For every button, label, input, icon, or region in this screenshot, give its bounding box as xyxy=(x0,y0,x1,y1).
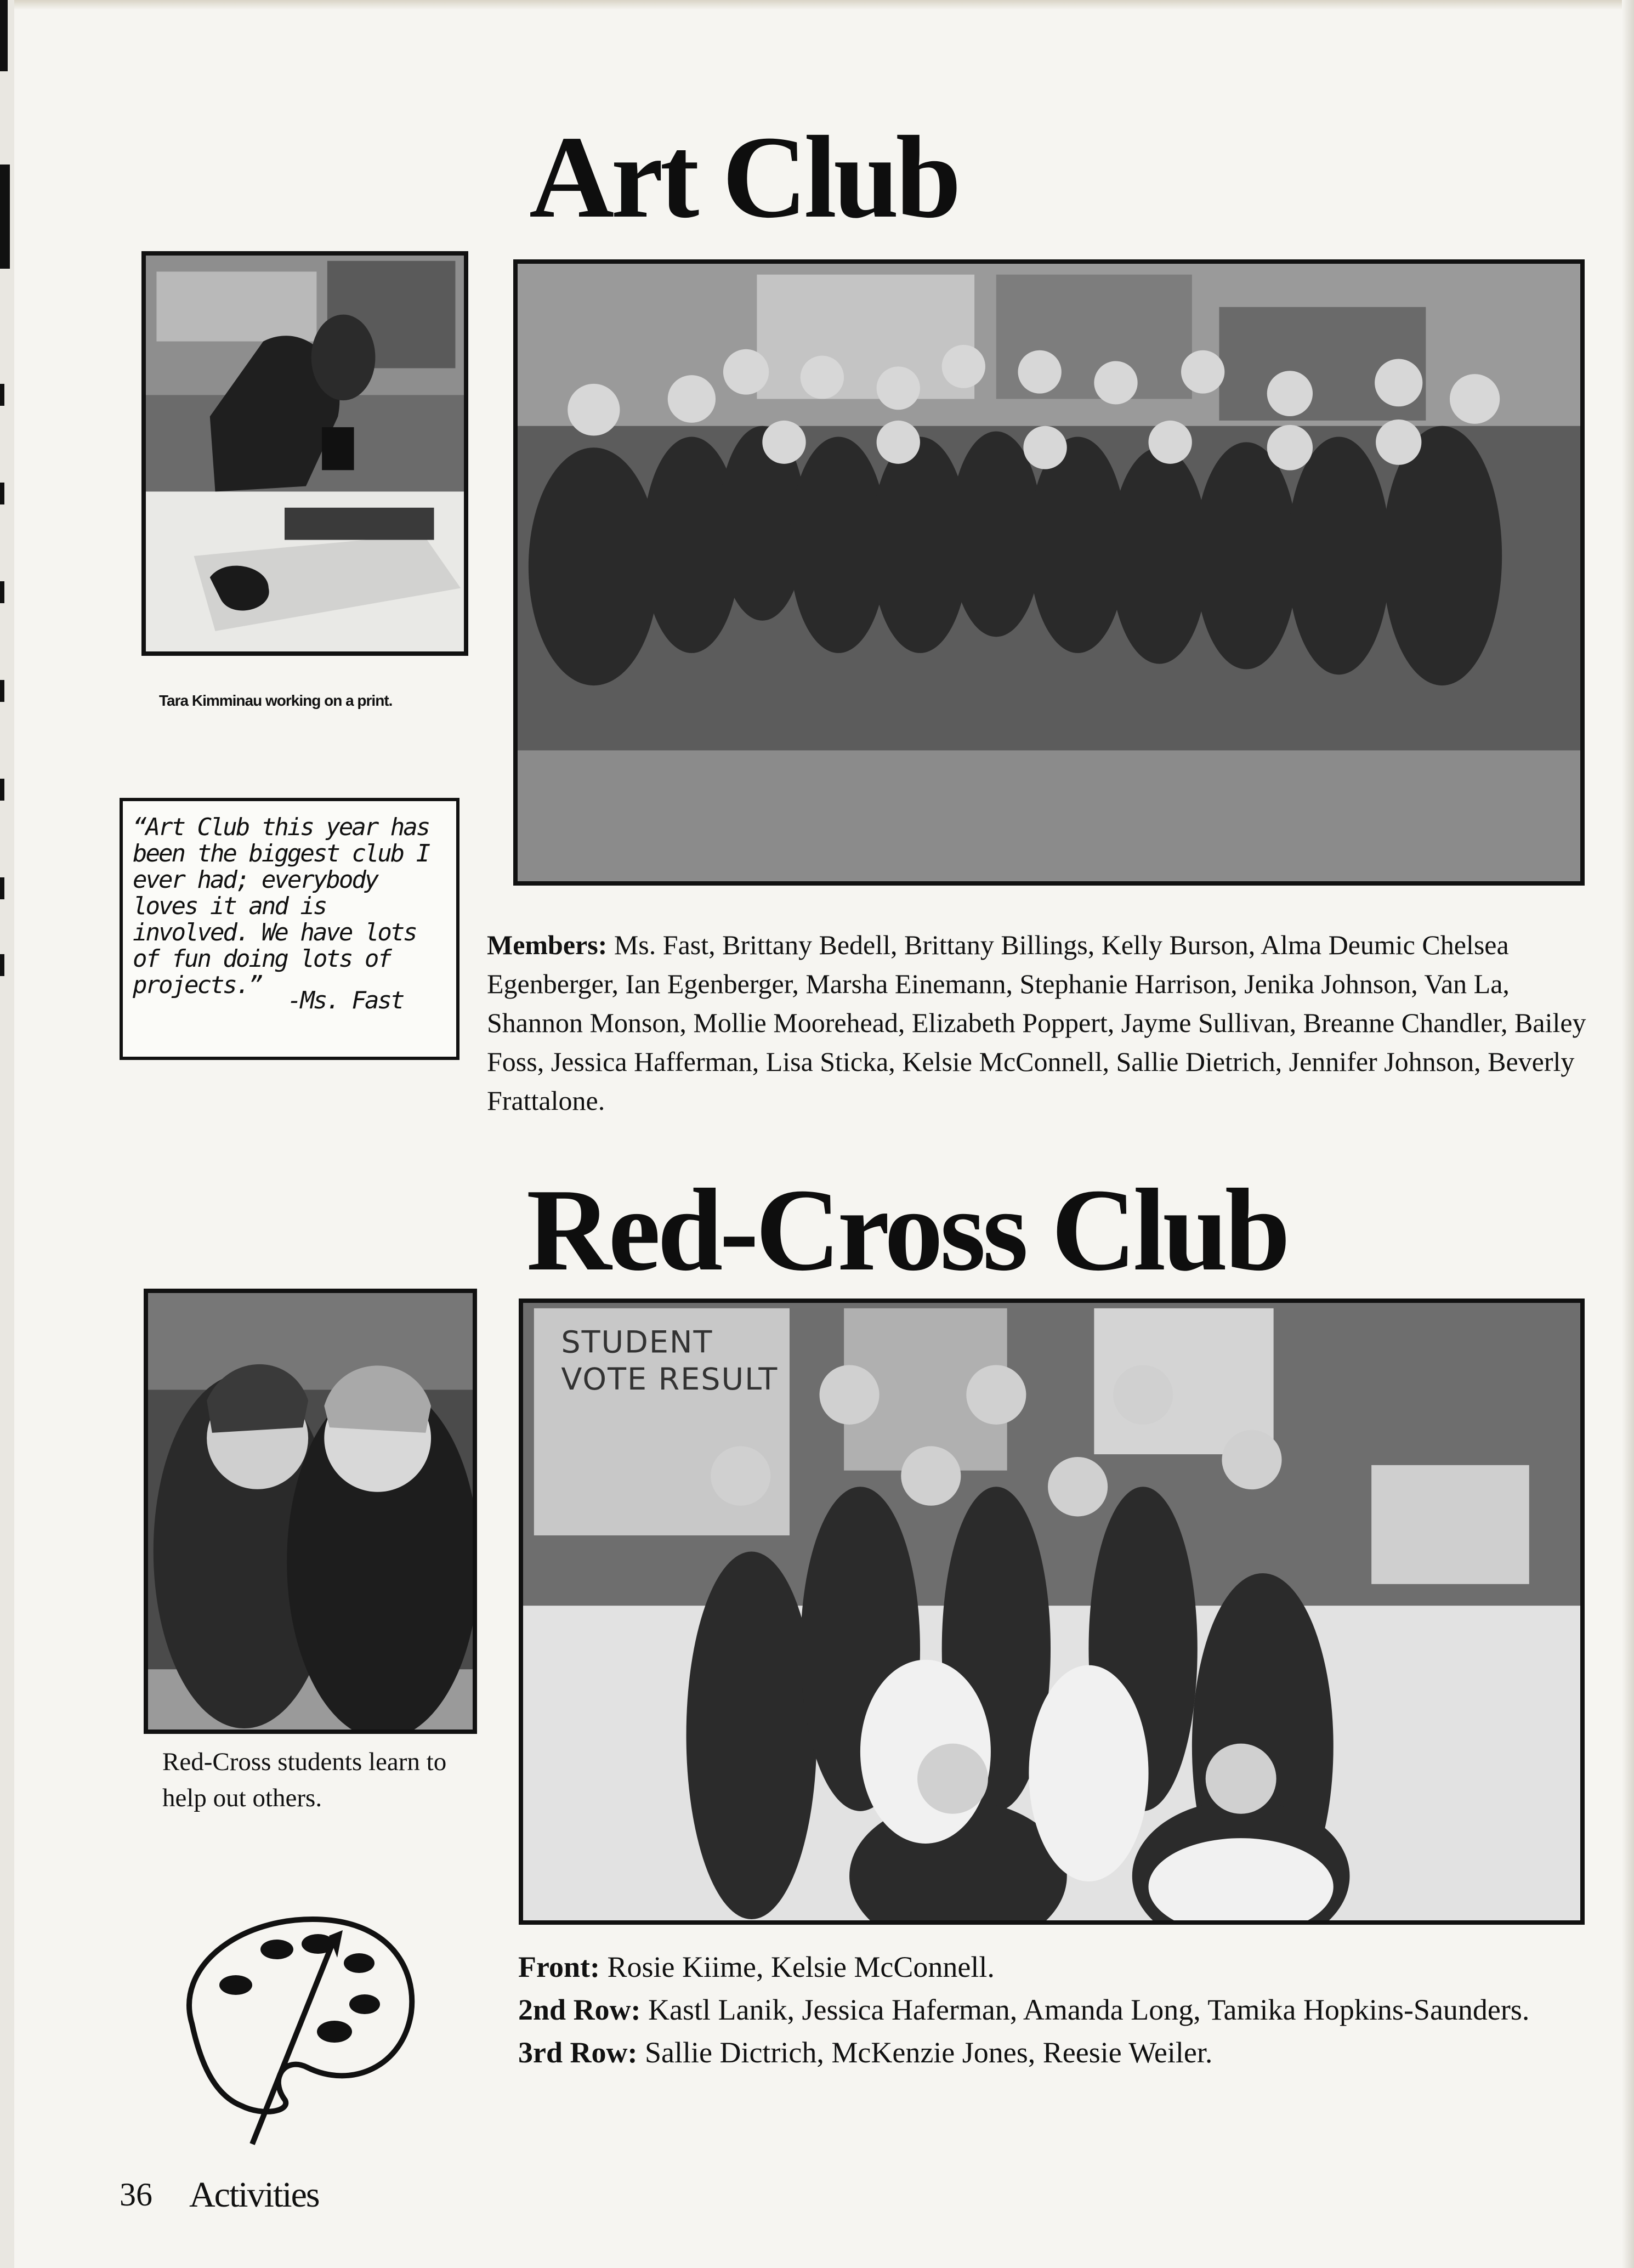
page-number: 36 xyxy=(120,2176,152,2213)
page-top-edge xyxy=(0,0,1634,10)
photo-sign-line1: STUDENT xyxy=(561,1325,713,1360)
roster-row-names: Rosie Kiime, Kelsie McConnell. xyxy=(607,1951,995,1983)
art-club-quote: “Art Club this year has been the biggest club I ever had; everybody loves it and is involved. We have lots of fun doing lots of projects.” xyxy=(133,813,429,999)
roster-row-names: Kastl Lanik, Jessica Haferman, Amanda Long, Tamika Hopkins-Saunders. xyxy=(648,1993,1530,2026)
red-cross-group-photo xyxy=(519,1299,1585,1925)
members-list: Ms. Fast, Brittany Bedell, Brittany Billings, Kelly Burson, Alma Deumic Chelsea Egenberger, Ian Egenberger, Marsha Einemann, Stephanie Harrison, Jenika Johnson, Van La, Shannon Monson, Mollie Moorehead, Elizabeth Poppert, Jayme Sullivan, Breanne Chandler, Bailey Foss, Jessica Hafferman, Lisa Sticka, Kelsie McConnell, Sallie Dietrich, Jennifer Johnson, Beverly Frattalone. xyxy=(487,929,1586,1116)
section-name: Activities xyxy=(189,2175,319,2215)
art-club-quote-attribution: -Ms. Fast xyxy=(287,986,404,1014)
binding-mark xyxy=(0,877,4,899)
binding-mark xyxy=(0,0,8,71)
art-club-group-photo xyxy=(513,259,1585,886)
binding-mark xyxy=(0,954,4,976)
art-club-members xyxy=(487,926,1605,1120)
red-cross-students-photo xyxy=(144,1289,477,1734)
page-right-edge xyxy=(1622,0,1634,2268)
red-cross-photo-caption: Red-Cross students learn to help out others. xyxy=(162,1748,447,1812)
roster-row-label: 3rd Row: xyxy=(518,2036,638,2069)
roster-row-front xyxy=(518,1946,1593,1988)
art-club-print-photo xyxy=(141,251,468,656)
members-label: Members: xyxy=(487,929,608,960)
art-club-quote-box xyxy=(120,798,459,1060)
red-cross-club-title: Red-Cross Club xyxy=(526,1164,1287,1295)
binding-mark xyxy=(0,165,10,269)
art-palette-icon xyxy=(154,1886,428,2150)
photo-sign-line2: VOTE RESULT xyxy=(561,1362,779,1397)
roster-row-names: Sallie Dictrich, McKenzie Jones, Reesie Weiler. xyxy=(644,2036,1213,2069)
red-cross-roster xyxy=(518,1946,1593,2074)
binding-mark xyxy=(0,483,4,504)
binding-mark xyxy=(0,384,4,406)
binding-mark xyxy=(0,680,4,702)
binding-mark xyxy=(0,581,4,603)
binding-edge xyxy=(0,0,14,2268)
roster-row-label: 2nd Row: xyxy=(518,1993,641,2026)
art-club-photo-caption: Tara Kimminau working on a print. xyxy=(159,692,393,709)
roster-row-third xyxy=(518,2031,1593,2074)
art-club-title: Art Club xyxy=(529,111,958,242)
binding-mark xyxy=(0,779,4,801)
roster-row-second xyxy=(518,1988,1593,2031)
roster-row-label: Front: xyxy=(518,1951,600,1983)
